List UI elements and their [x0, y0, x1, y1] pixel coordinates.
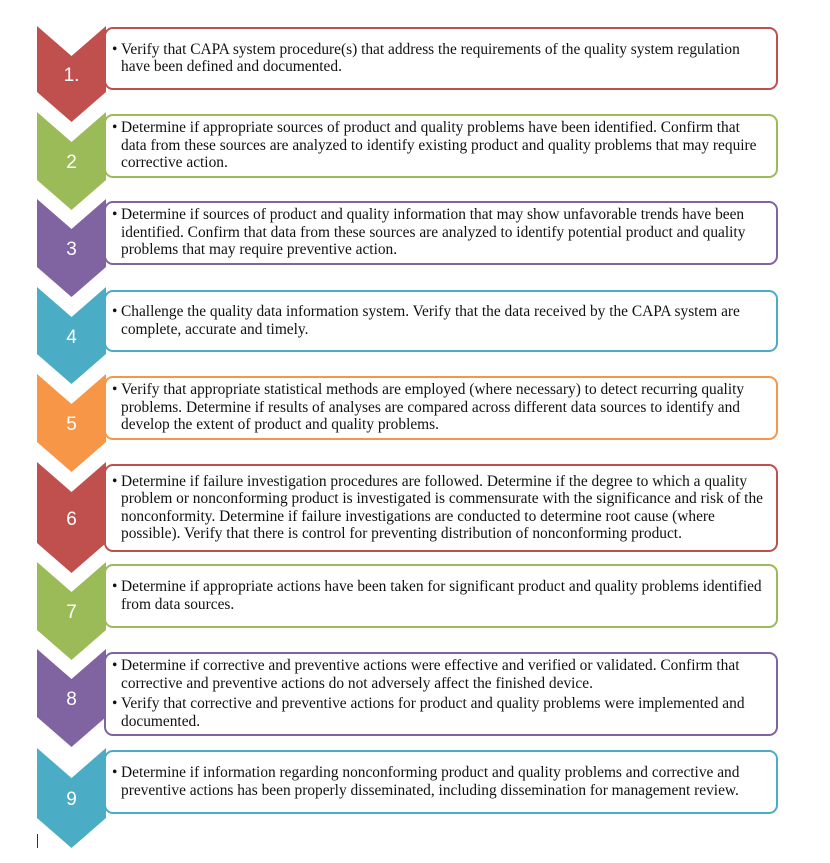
- step-5-bullet-1: • Verify that appropriate statistical methods are employed (where necessary) to detect recurring quality problems. Determine if results of analyses are compared across different data sources to identify and develop the extent of product and quality problems.: [112, 381, 768, 434]
- step-6-bullet-1: • Determine if failure investigation procedures are followed. Determine if the degree to which a quality problem or nonconforming product is investigated is commensurate with the significance and risk of the nonconformity. Determine if failure investigations are conducted to determine root cause (where possible). Verify that there is control for preventing distribution of nonconforming product.: [112, 473, 768, 543]
- step-4-text-box: [104, 290, 778, 352]
- step-5-text-box: [104, 376, 778, 440]
- step-7-number: 7: [66, 602, 77, 623]
- step-8-bullet-1: • Determine if corrective and preventive actions were effective and verified or validated. Confirm that corrective and preventive actions do not adversely affect the finished device.: [112, 657, 768, 692]
- step-4-bullet-1: • Challenge the quality data information system. Verify that the data received by the CAPA system are complete, accurate and timely.: [112, 303, 768, 338]
- step-8-text-box: [104, 652, 778, 736]
- step-5-number: 5: [66, 414, 77, 435]
- step-1-number: 1.: [63, 65, 80, 86]
- step-4-number: 4: [66, 327, 77, 348]
- step-7-text-box: [104, 564, 778, 628]
- step-9-bullet-1: • Determine if information regarding nonconforming product and quality problems and corrective and preventive actions has been properly disseminated, including dissemination for management review.: [112, 764, 768, 799]
- step-9-number: 9: [66, 789, 77, 810]
- step-1-text-box: [104, 27, 778, 90]
- step-9-text-box: [104, 750, 778, 814]
- step-3-text-box: [104, 201, 778, 265]
- step-3-bullet-1: • Determine if sources of product and quality information that may show unfavorable trends have been identified. Confirm that data from these sources are analyzed to identify potential product and quality problems that may require preventive action.: [112, 206, 768, 259]
- step-1-bullet-1: • Verify that CAPA system procedure(s) that address the requirements of the quality system regulation have been defined and documented.: [112, 41, 768, 76]
- step-2-bullet-1: • Determine if appropriate sources of product and quality problems have been identified. Confirm that data from these sources are analyzed to identify existing product and quality problems that may require corrective action.: [112, 119, 768, 172]
- step-2-text-box: [104, 114, 778, 178]
- step-6-number: 6: [66, 509, 77, 530]
- step-2-number: 2: [66, 152, 77, 173]
- text-cursor: [37, 834, 38, 848]
- step-6-text-box: [104, 464, 778, 552]
- step-8-number: 8: [66, 689, 77, 710]
- step-3-number: 3: [66, 239, 77, 260]
- step-8-bullet-2: • Verify that corrective and preventive actions for product and quality problems were implemented and documented.: [112, 695, 768, 730]
- step-7-bullet-1: • Determine if appropriate actions have been taken for significant product and quality problems identified from data sources.: [112, 578, 768, 613]
